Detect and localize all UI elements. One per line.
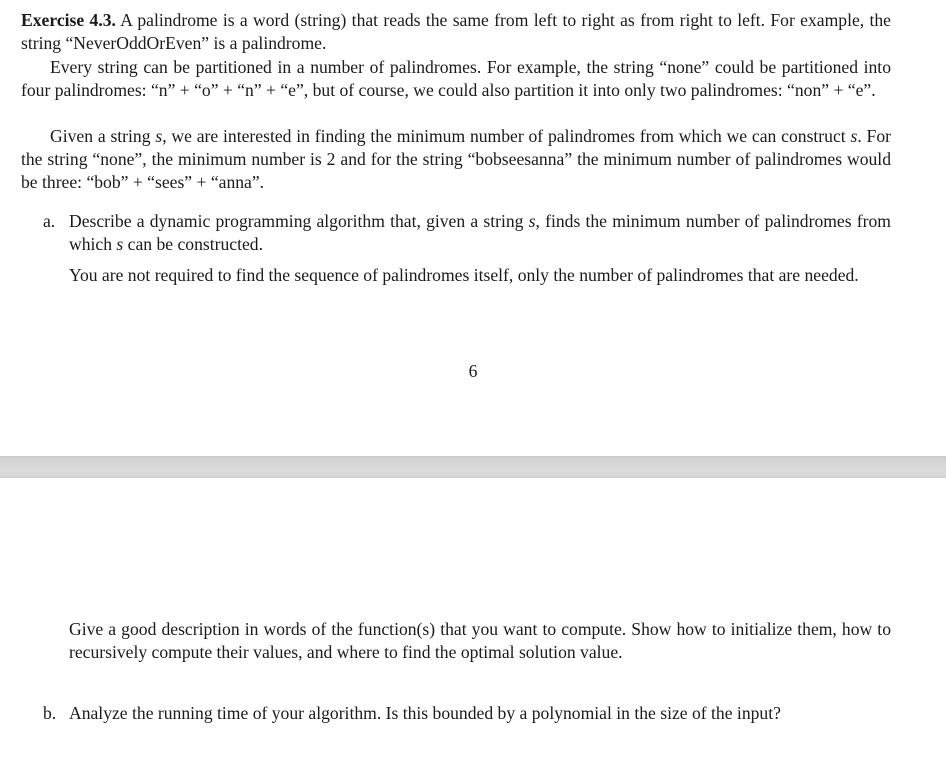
minimum-text-1: Given a string	[50, 126, 156, 146]
variable-s: s	[155, 126, 163, 146]
part-a-text-3: can be constructed.	[123, 234, 263, 254]
page-separator	[0, 456, 946, 478]
partition-paragraph	[21, 56, 891, 102]
partition-text: Every string can be partitioned in a number of palindromes. For example, the string “none” could be partitioned into four palindromes: “n” + “o” + “n” + “e”, but of course, we could also partition it into only two palindromes: “non” + “e”.	[21, 57, 891, 100]
page-number: 6	[468, 361, 478, 381]
part-a-text-1: Describe a dynamic programming algorithm that, given a string	[69, 211, 529, 231]
page-bottom	[0, 478, 946, 758]
part-a-marker: a.	[43, 211, 56, 231]
part-a-note: You are not required to find the sequence of palindromes itself, only the number of palindromes that are needed.	[69, 265, 859, 285]
exercise-intro-paragraph	[21, 9, 891, 55]
part-a-question	[43, 210, 891, 256]
part-a-text-2: , finds the minimum number of palindromes from which	[69, 211, 891, 254]
part-b-text: Analyze the running time of your algorithm. Is this bounded by a polynomial in the size of the input?	[69, 703, 781, 723]
minimum-text-2: , we are interested in finding the minimum number of palindromes from which we can construct	[162, 126, 851, 146]
exercise-intro-text: A palindrome is a word (string) that reads the same from left to right as from right to left. For example, the string “NeverOddOrEven” is a palindrome.	[21, 10, 891, 53]
minimum-paragraph	[21, 125, 891, 194]
part-b-question	[43, 702, 891, 725]
part-a-continued: Give a good description in words of the function(s) that you want to compute. Show how to initialize them, how to recursively compute their values, and where to find the optimal solution value.	[69, 619, 891, 662]
exercise-label: Exercise 4.3.	[21, 10, 116, 30]
variable-s: s	[116, 234, 124, 254]
part-b-marker: b.	[43, 703, 57, 723]
variable-s: s	[850, 126, 858, 146]
minimum-text-3: . For the string “none”, the minimum number is 2 and for the string “bobseesanna” the minimum number of palindromes would be three: “bob” + “sees” + “anna”.	[21, 126, 891, 192]
variable-s: s	[528, 211, 536, 231]
